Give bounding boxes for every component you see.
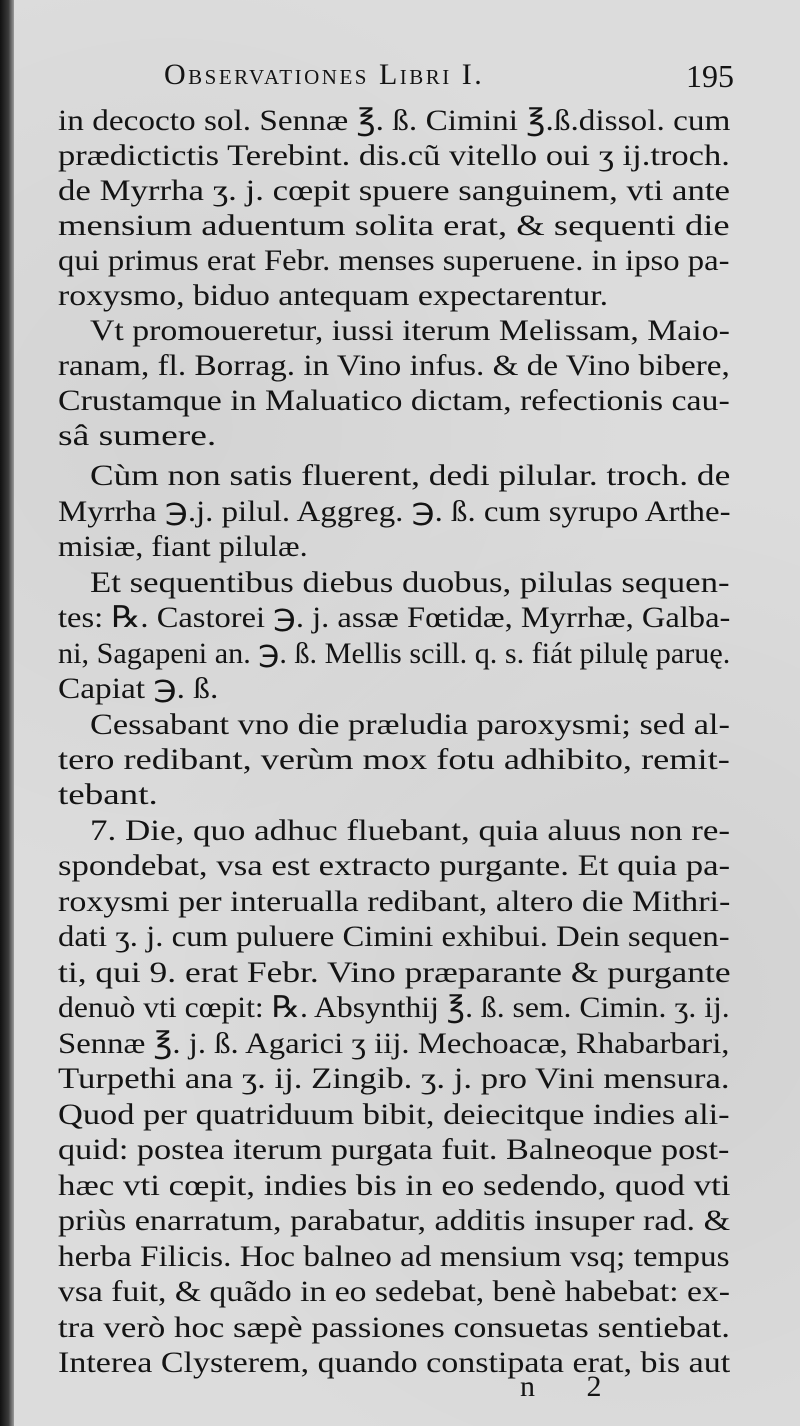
text-line: tra verò hoc sæpè passiones consuetas sentiebat. [58,1311,731,1344]
text-line: 7. Die, quo adhuc fluebant, quia aluus non re- [90,814,731,847]
text-line: misiæ, fiant pilulæ. [58,530,308,563]
text-line: priùs enarratum, parabatur, additis insuper rad. & [58,1204,731,1237]
text-line: Cessabant vno die præludia paroxysmi; sed al- [90,708,730,741]
text-line: Quod per quatriduum bibit, deiecitque indies ali- [58,1098,730,1131]
text-line: roxysmo, biduo antequam expectarentur. [58,279,609,312]
text-line: Sennæ ℥. j. ß. Agarici ʒ iij. Mechoacæ, Rhabarbari, [58,1027,730,1060]
text-line: denuò vti cœpit: ℞. Absynthij ℥. ß. sem. Cimin. ʒ. ij. [58,991,730,1024]
text-line: ranam, fl. Borrag. in Vino infus. & de Vino bibere, [58,349,730,382]
text-line: vsa fuit, & quãdo in eo sedebat, benè habebat: ex- [58,1275,730,1308]
text-line: Myrrha ℈.j. pilul. Aggreg. ℈. ß. cum syrupo Arthe- [58,495,731,528]
page-number: 195 [686,58,734,94]
text-line: tes: ℞. Castorei ℈. j. assæ Fœtidæ, Myrrhæ, Galba- [58,601,731,634]
text-line: Turpethi ana ʒ. ij. Zingib. ʒ. j. pro Vini mensura. [58,1062,730,1095]
signature-mark: n 2 [520,1370,624,1403]
text-line: tero redibant, verùm mox fotu adhibito, remit- [58,743,730,776]
text-line: tebant. [58,778,158,811]
text-line: spondebat, vsa est extracto purgante. Et quia pa- [58,849,731,882]
text-line: in decocto sol. Sennæ ℥. ß. Cimini ℥.ß.dissol. cum [58,104,731,137]
text-line: Cùm non satis fluerent, dedi pilular. troch. de [90,459,731,492]
running-head: Observationes Libri I. [164,58,485,91]
text-line: herba Filicis. Hoc balneo ad mensium vsq; tempus [58,1240,730,1273]
text-line: de Myrrha ʒ. j. cœpit spuere sanguinem, vti ante [58,174,730,207]
text-line: ti, qui 9. erat Febr. Vino præparante & purgante [58,956,731,989]
text-line: Crustamque in Maluatico dictam, refectionis cau- [58,384,730,417]
text-line: Interea Clysterem, quando constipata erat, bis aut [58,1346,731,1379]
text-line: sâ sumere. [58,419,217,452]
text-line: prædictictis Terebint. dis.cũ vitello oui ʒ ij.troch. [58,139,730,172]
text-line: ni, Sagapeni an. ℈. ß. Mellis scill. q. s. fiát pilulę paruę. [58,637,731,670]
text-line: qui primus erat Febr. menses superuene. in ipso pa- [58,244,730,277]
text-line: Capiat ℈. ß. [58,672,219,705]
text-line: dati ʒ. j. cum puluere Cimini exhibui. Dein sequen- [58,920,730,953]
text-line: mensium aduentum solita erat, & sequenti die [58,209,730,242]
text-line: hæc vti cœpit, indies bis in eo sedendo, quod vti [58,1169,731,1202]
text-line: Vt promoueretur, iussi iterum Melissam, Maio- [90,314,730,347]
text-line: Et sequentibus diebus duobus, pilulas sequen- [90,566,730,599]
text-line: quid: postea iterum purgata fuit. Balneoque post- [58,1133,730,1166]
text-line: roxysmi per interualla redibant, altero die Mithri- [58,885,731,918]
